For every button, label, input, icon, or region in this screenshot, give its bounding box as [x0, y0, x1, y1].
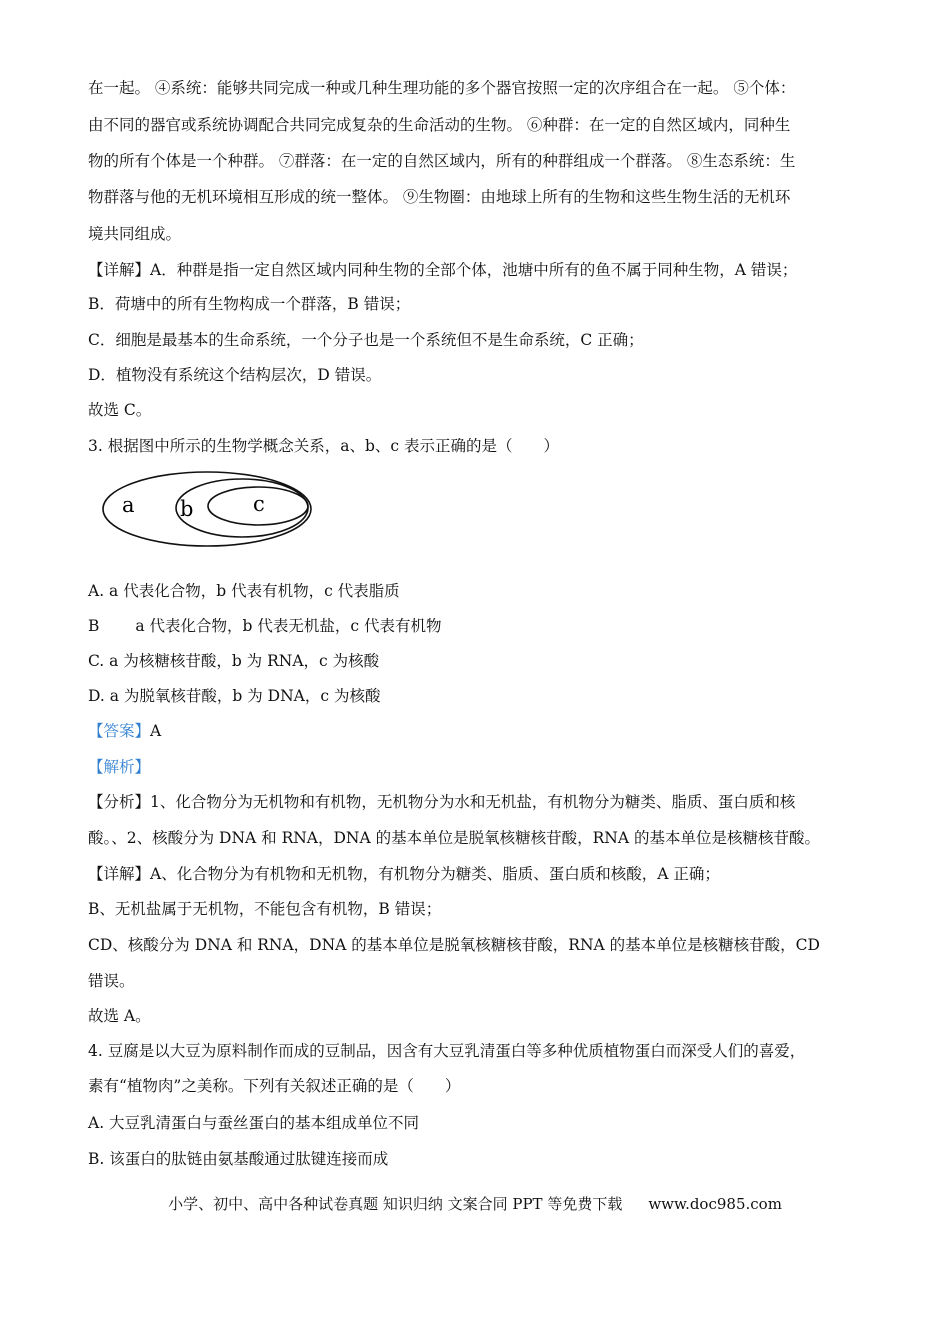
nested-ellipse-diagram: [100, 468, 315, 550]
label-b: b: [180, 497, 194, 521]
question-4-stem: 4. 豆腐是以大豆为原料制作而成的豆制品，因含有大豆乳清蛋白等多种优质植物蛋白而深受人们的喜爱，: [88, 1042, 806, 1060]
option-b-text: a 代表化合物，b 代表无机盐，c 代表有机物: [135, 617, 442, 635]
footer-site-link[interactable]: www.doc985.com: [648, 1195, 782, 1213]
text-line: 物的所有个体是一个种群。 ⑦群落：在一定的自然区域内，所有的种群组成一个群落。 ⑧生态系统：生: [88, 152, 796, 170]
detail-line: CD、核酸分为 DNA 和 RNA，DNA 的基本单位是脱氧核糖核苷酸，RNA 的基本单位是核糖核苷酸，CD: [88, 936, 820, 954]
question-4-stem: 素有“植物肉”之美称。下列有关叙述正确的是（ ）: [88, 1077, 461, 1095]
analysis-line: 【分析】1、化合物分为无机物和有机物，无机物分为水和无机盐，有机物分为糖类、脂质、蛋白质和核: [88, 793, 796, 811]
conclusion-line: 故选 A。: [88, 1007, 151, 1025]
analysis-line: 酸。、2、核酸分为 DNA 和 RNA，DNA 的基本单位是脱氧核糖核苷酸，RNA 的基本单位是核糖核苷酸。: [88, 829, 820, 847]
conclusion-line: 故选 C。: [88, 401, 152, 419]
option-a: A. a 代表化合物，b 代表有机物，c 代表脂质: [88, 582, 400, 600]
detail-line: C．细胞是最基本的生命系统，一个分子也是一个系统但不是生命系统，C 正确；: [88, 331, 644, 349]
page-footer: [0, 1193, 950, 1214]
footer-text: 小学、初中、高中各种试卷真题 知识归纳 文案合同 PPT 等免费下载: [168, 1195, 623, 1213]
detail-line: D．植物没有系统这个结构层次，D 错误。: [88, 366, 382, 384]
text-line: 物群落与他的无机环境相互形成的统一整体。 ⑨生物圈：由地球上所有的生物和这些生物生活的无机环: [88, 188, 791, 206]
label-a: a: [122, 493, 135, 517]
detail-line: B．荷塘中的所有生物构成一个群落，B 错误；: [88, 295, 411, 313]
option-d: D. a 为脱氧核苷酸，b 为 DNA，c 为核酸: [88, 687, 381, 705]
option-b: B. 该蛋白的肽链由氨基酸通过肽键连接而成: [88, 1150, 389, 1168]
text-line: 境共同组成。: [88, 225, 182, 243]
question-3-stem: 3. 根据图中所示的生物学概念关系，a、b、c 表示正确的是（ ）: [88, 437, 559, 455]
text-line: 由不同的器官或系统协调配合共同完成复杂的生命活动的生物。 ⑥种群：在一定的自然区域内，同种生: [88, 116, 791, 134]
option-c: C. a 为核糖核苷酸，b 为 RNA，c 为核酸: [88, 652, 380, 670]
option-a: A. 大豆乳清蛋白与蚕丝蛋白的基本组成单位不同: [88, 1114, 420, 1132]
label-c: c: [253, 492, 265, 516]
answer-line: [88, 721, 868, 741]
option-b: [88, 616, 868, 636]
detail-line: B、无机盐属于无机物，不能包含有机物，B 错误；: [88, 900, 442, 918]
detail-line: 【详解】A、化合物分为有机物和无机物，有机物分为糖类、脂质、蛋白质和核酸，A 正确；: [88, 865, 720, 883]
detail-line: 错误。: [88, 972, 135, 990]
option-b-letter: B: [88, 617, 100, 635]
analysis-tag: 【解析】: [88, 758, 151, 776]
text-line: 在一起。 ④系统：能够共同完成一种或几种生理功能的多个器官按照一定的次序组合在一起。 ⑤个体：: [88, 79, 796, 97]
detail-line: 【详解】A．种群是指一定自然区域内同种生物的全部个体，池塘中所有的鱼不属于同种生物，A 错误；: [88, 261, 798, 279]
answer-value: A: [150, 722, 162, 740]
answer-tag: 【答案】: [88, 722, 151, 740]
